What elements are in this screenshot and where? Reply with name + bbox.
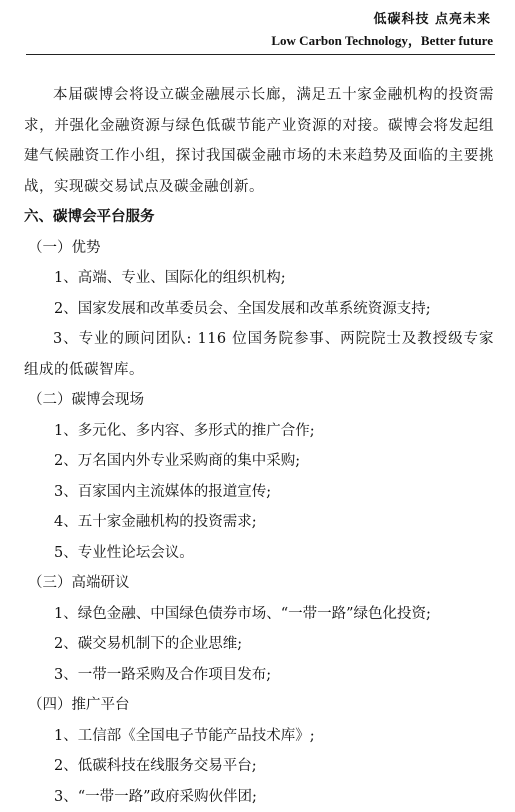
group-title: （四）推广平台 <box>24 690 494 721</box>
list-item: 3、一带一路采购及合作项目发布; <box>24 660 494 691</box>
list-item: 3、专业的顾问团队: 116 位国务院参事、两院院士及教授级专家组成的低碳智库。 <box>24 324 494 385</box>
intro-paragraph: 本届碳博会将设立碳金融展示长廊，满足五十家金融机构的投资需求，并强化金融资源与绿色低碳节能产业资源的对接。碳博会将发起组建气候融资工作小组，探讨我国碳金融市场的未来趋势及面临的主要挑战，实现碳交易试点及碳金融创新。 <box>24 80 494 202</box>
header-slogan-cn: 低碳科技 点亮未来 <box>373 8 491 27</box>
group-title: （一）优势 <box>24 233 494 264</box>
header-slogan-en: Low Carbon Technology，Better future <box>271 30 493 49</box>
list-item: 2、国家发展和改革委员会、全国发展和改革系统资源支持; <box>24 294 494 325</box>
list-item: 3、百家国内主流媒体的报道宣传; <box>24 477 494 508</box>
document-body <box>24 80 494 812</box>
group-title: （三）高端研议 <box>24 568 494 599</box>
list-item: 1、多元化、多内容、多形式的推广合作; <box>24 416 494 447</box>
list-item: 1、工信部《全国电子节能产品技术库》; <box>24 721 494 752</box>
header-divider <box>26 54 495 55</box>
list-item: 2、低碳科技在线服务交易平台; <box>24 751 494 782</box>
list-item: 4、五十家金融机构的投资需求; <box>24 507 494 538</box>
list-item: 3、“一带一路”政府采购伙伴团; <box>24 782 494 812</box>
list-item: 1、绿色金融、中国绿色债券市场、“一带一路”绿色化投资; <box>24 599 494 630</box>
section-title: 六、碳博会平台服务 <box>24 202 494 233</box>
list-item: 2、万名国内外专业采购商的集中采购; <box>24 446 494 477</box>
list-item: 5、专业性论坛会议。 <box>24 538 494 569</box>
list-item: 2、碳交易机制下的企业思维; <box>24 629 494 660</box>
list-item: 1、高端、专业、国际化的组织机构; <box>24 263 494 294</box>
group-title: （二）碳博会现场 <box>24 385 494 416</box>
